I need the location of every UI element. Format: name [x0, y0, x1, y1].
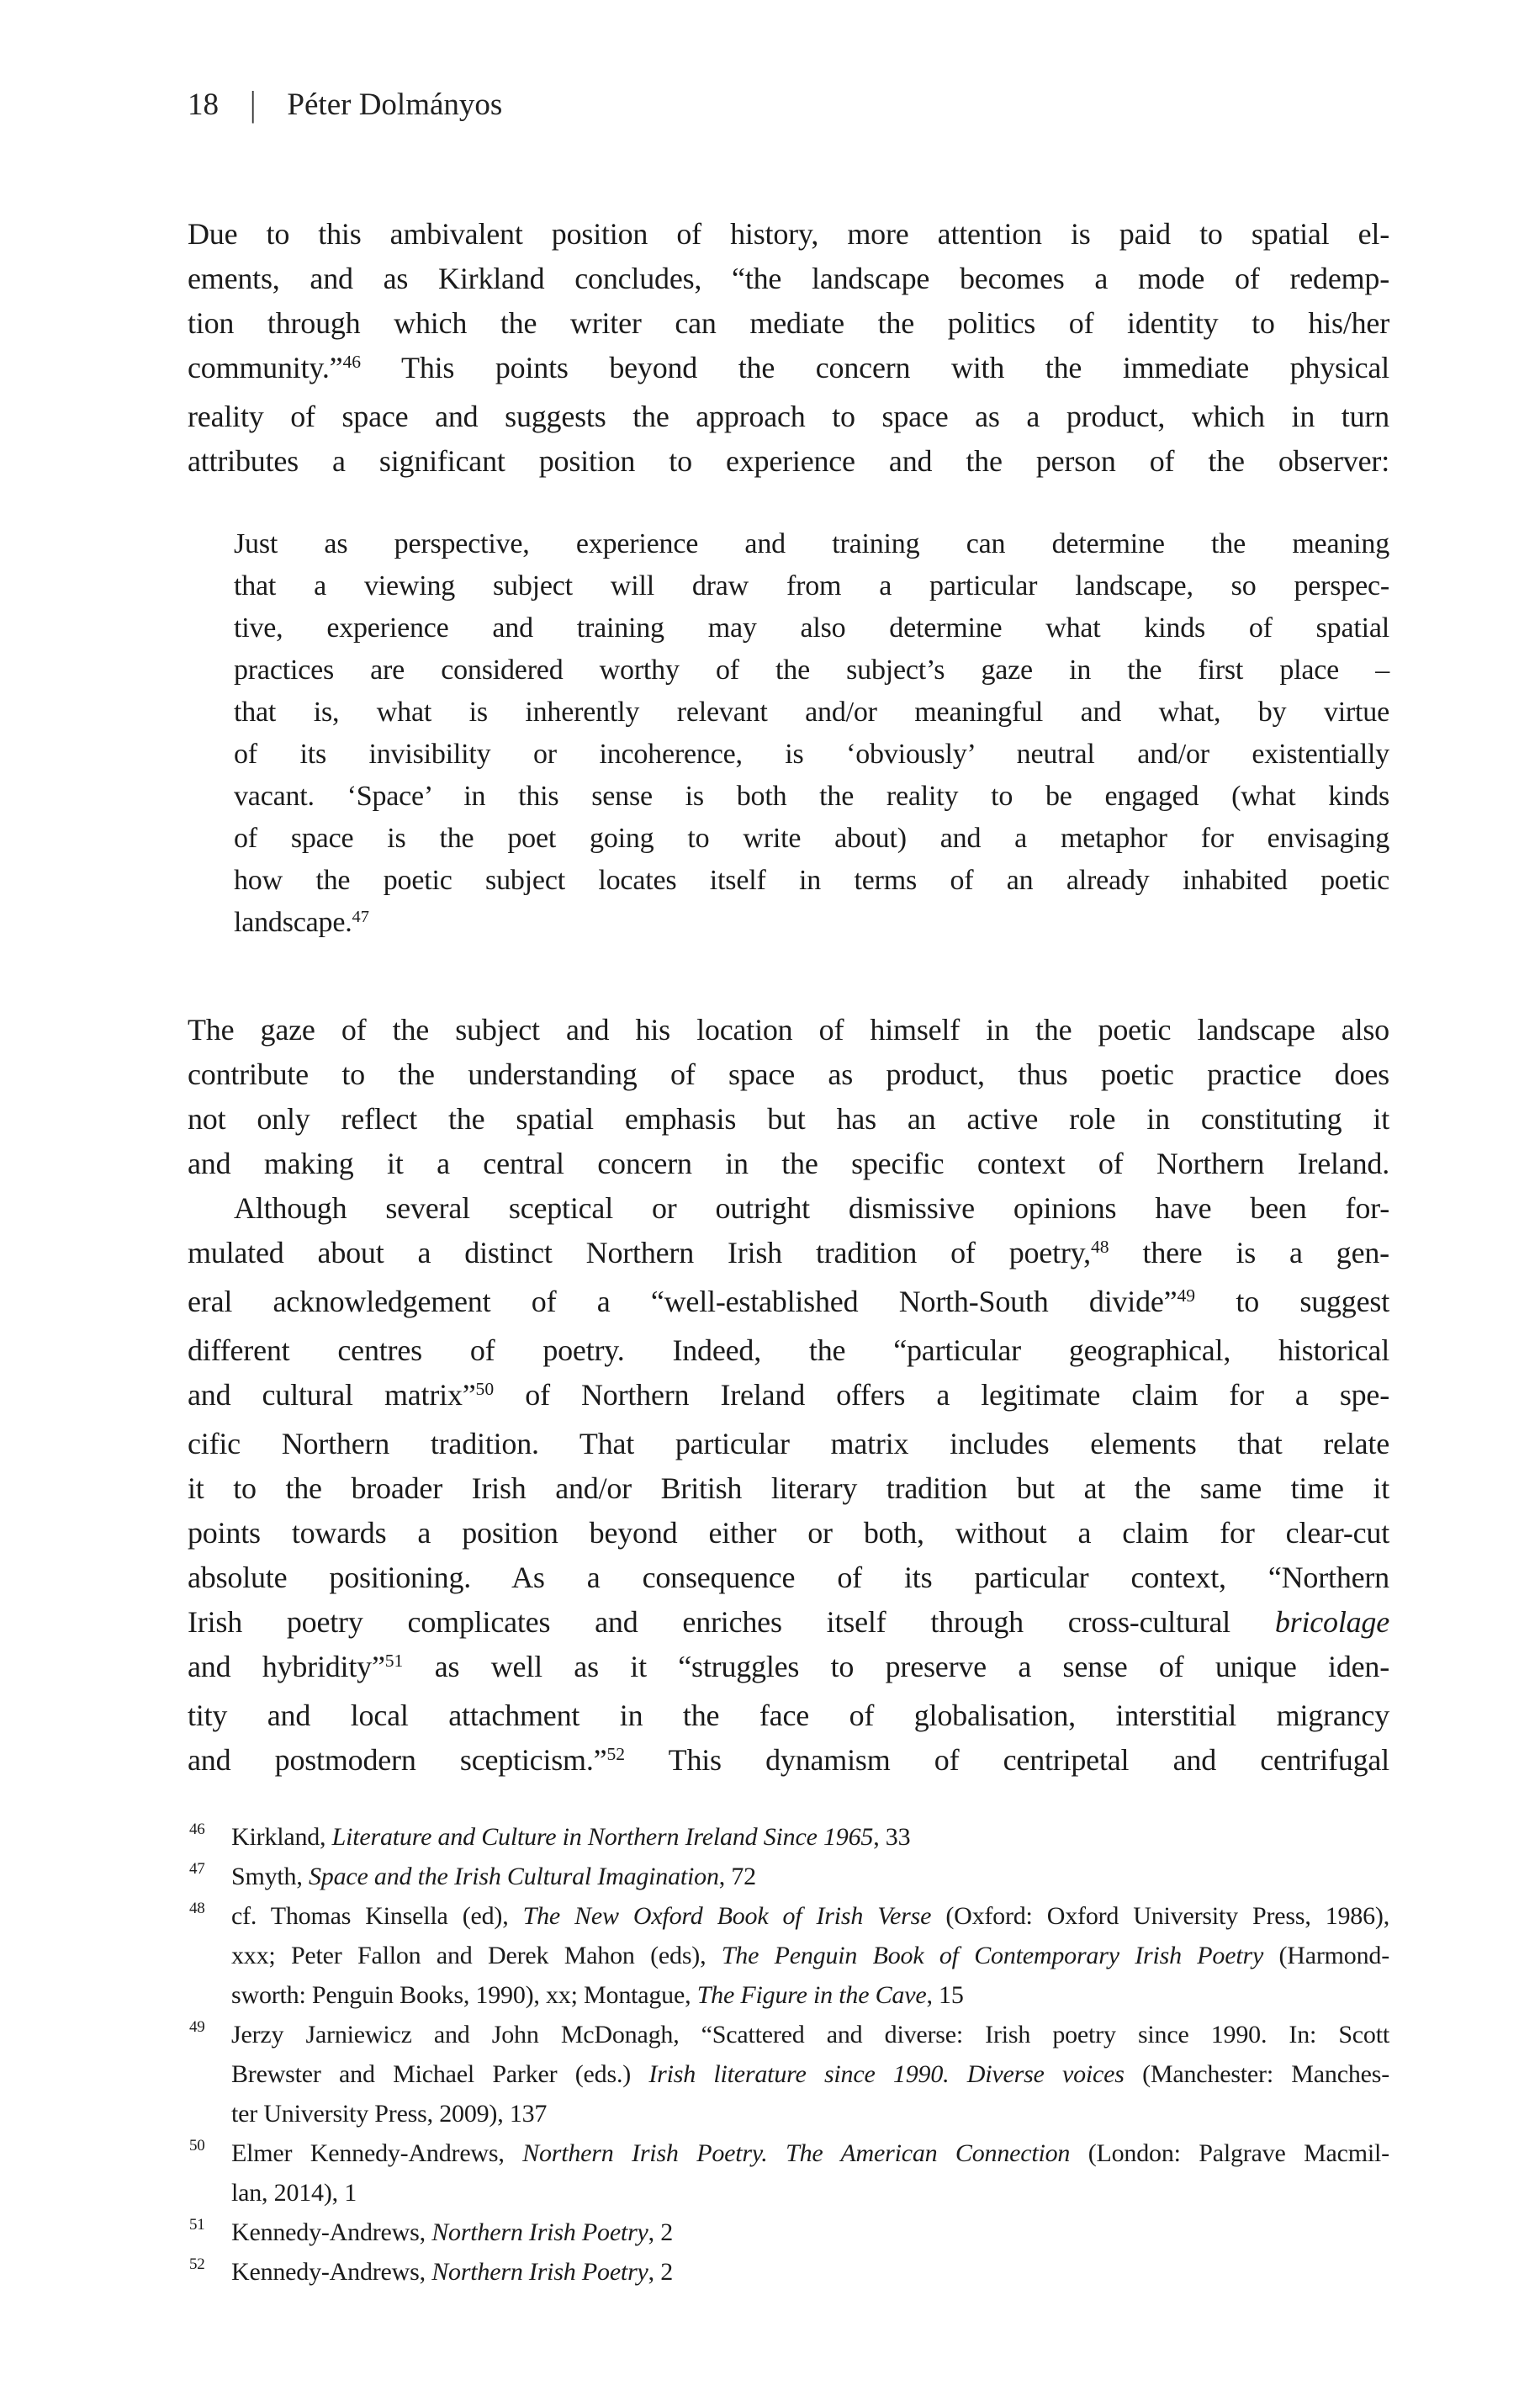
footnote: [188, 2252, 1389, 2292]
text-segment: it to the broader Irish and/or British literary tradition but at the same time it: [188, 1471, 1389, 1505]
text-line: [188, 1738, 1389, 1787]
text-line: [188, 257, 1389, 301]
text-segment: Irish poetry complicates and enriches itself through cross-cultural: [188, 1605, 1275, 1639]
text-segment: , 72: [718, 1863, 756, 1890]
text-segment: xxx; Peter Fallon and Derek Mahon (eds),: [231, 1942, 722, 1969]
text-segment: Kirkland,: [231, 1823, 332, 1851]
text-line: [231, 1896, 1389, 1936]
text-segment: Although several sceptical or outright dismissive opinions have been for-: [234, 1191, 1389, 1225]
text-line: [188, 1373, 1389, 1422]
text-segment: eral acknowledgement of a “well-established North-South divide”: [188, 1285, 1177, 1318]
text-segment: of its invisibility or incoherence, is ‘obviously’ neutral and/or existentially: [234, 739, 1389, 770]
paragraph-gaze: [188, 1008, 1389, 1186]
footnotes-section: [188, 1817, 1389, 2292]
text-line: [188, 1511, 1389, 1556]
text-line: [188, 212, 1389, 257]
text-line: [188, 1142, 1389, 1186]
text-segment: Jerzy Jarniewicz and John McDonagh, “Scattered and diverse: Irish poetry since 1990. In: Scott: [231, 2021, 1389, 2048]
text-line: [188, 1186, 1389, 1231]
text-segment: Kennedy-Andrews,: [231, 2218, 432, 2246]
footnote-number: 52: [189, 2255, 205, 2273]
text-segment: not only reflect the spatial emphasis but has an active role in constituting it: [188, 1102, 1389, 1136]
text-segment: community.”: [188, 351, 343, 384]
text-segment: mulated about a distinct Northern Irish tradition of poetry,: [188, 1236, 1091, 1269]
text-line: [188, 1280, 1389, 1328]
footnote-ref: 50: [475, 1379, 495, 1400]
text-segment: sworth: Penguin Books, 1990), xx; Montague,: [231, 1981, 697, 2009]
italic-text: The Figure in the Cave: [696, 1981, 927, 2009]
footnote: [188, 2133, 1389, 2213]
footnote-ref: 52: [606, 1744, 626, 1765]
italic-text: Space and the Irish Cultural Imagination: [308, 1863, 719, 1890]
text-segment: ements, and as Kirkland concludes, “the landscape becomes a mode of redemp-: [188, 262, 1389, 295]
footnote: [188, 2015, 1389, 2133]
author-name: Péter Dolmányos: [287, 87, 503, 122]
body-paragraphs: [188, 212, 1389, 1787]
text-segment: and making it a central concern in the specific context of Northern Ireland.: [188, 1147, 1389, 1180]
paragraph-although: [188, 1186, 1389, 1787]
text-line: [234, 734, 1389, 776]
text-segment: cf. Thomas Kinsella (ed),: [231, 1902, 523, 1930]
text-segment: This dynamism of centripetal and centrifugal: [625, 1743, 1389, 1777]
text-line: [234, 818, 1389, 860]
italic-text: Literature and Culture in Northern Ireland Since 1965: [331, 1823, 874, 1851]
text-segment: contribute to the understanding of space as product, thus poetic practice does: [188, 1057, 1389, 1091]
text-line: [188, 1008, 1389, 1052]
text-segment: , 2: [648, 2258, 674, 2286]
footnote-ref: 47: [352, 907, 369, 926]
footnote-number: 51: [189, 2216, 205, 2234]
text-line: [188, 1693, 1389, 1738]
text-line: [231, 1975, 1389, 2015]
footnote: [188, 1896, 1389, 2015]
text-line: [234, 860, 1389, 902]
italic-text: The New Oxford Book of Irish Verse: [522, 1902, 932, 1930]
page-content: [188, 212, 1389, 2292]
italic-text: Northern Irish Poetry: [431, 2258, 648, 2286]
text-segment: lan, 2014), 1: [231, 2179, 357, 2207]
text-segment: practices are considered worthy of the subject’s gaze in the first place –: [234, 655, 1389, 686]
text-segment: different centres of poetry. Indeed, the “particular geographical, historical: [188, 1333, 1389, 1367]
footnote-number: 46: [189, 1821, 205, 1838]
text-segment: (Harmond-: [1263, 1942, 1389, 1969]
footnote: [188, 1857, 1389, 1896]
footnote: [188, 1817, 1389, 1857]
text-segment: The gaze of the subject and his location of himself in the poetic landscape also: [188, 1013, 1389, 1047]
italic-text: The Penguin Book of Contemporary Irish Poetry: [721, 1942, 1264, 1969]
text-line: [188, 439, 1389, 484]
text-line: [231, 2213, 1389, 2252]
text-segment: Elmer Kennedy-Andrews,: [231, 2139, 523, 2167]
text-segment: , 33: [873, 1823, 911, 1851]
text-line: [231, 1817, 1389, 1857]
text-line: [234, 565, 1389, 607]
text-segment: reality of space and suggests the approach to space as a product, which in turn: [188, 400, 1389, 433]
text-line: [231, 1857, 1389, 1896]
text-line: [188, 1556, 1389, 1600]
text-segment: that a viewing subject will draw from a particular landscape, so perspec-: [234, 570, 1389, 602]
block-quote: [234, 523, 1389, 947]
text-segment: (London: Palgrave Macmil-: [1070, 2139, 1389, 2167]
text-segment: Due to this ambivalent position of history, more attention is paid to spatial el-: [188, 217, 1389, 251]
italic-text: Irish literature since 1990. Diverse voices: [648, 2060, 1125, 2088]
footnote: [188, 2213, 1389, 2252]
running-header: [188, 84, 503, 125]
text-line: [231, 2173, 1389, 2213]
footnote-ref: 49: [1177, 1285, 1196, 1306]
text-segment: This points beyond the concern with the immediate physical: [361, 351, 1389, 384]
header-separator: |: [250, 84, 257, 125]
text-line: [231, 2015, 1389, 2054]
text-segment: as well as it “struggles to preserve a sense of unique iden-: [403, 1650, 1390, 1683]
text-segment: that is, what is inherently relevant and/or meaningful and what, by virtue: [234, 697, 1389, 728]
text-segment: and hybridity”: [188, 1650, 385, 1683]
text-segment: landscape.: [234, 907, 352, 938]
italic-text: Northern Irish Poetry: [431, 2218, 648, 2246]
opening-paragraph: [188, 212, 1389, 484]
text-line: [234, 902, 1389, 947]
text-segment: attributes a significant position to experience and the person of the observer:: [188, 444, 1389, 478]
text-segment: , 15: [926, 1981, 964, 2009]
text-segment: to suggest: [1195, 1285, 1389, 1318]
text-segment: of Northern Ireland offers a legitimate claim for a spe-: [494, 1378, 1389, 1412]
text-line: [188, 346, 1389, 395]
text-line: [234, 776, 1389, 818]
text-line: [231, 2054, 1389, 2094]
footnote-number: 50: [189, 2137, 205, 2154]
text-line: [234, 692, 1389, 734]
text-segment: (Manchester: Manches-: [1124, 2060, 1389, 2088]
text-line: [188, 1422, 1389, 1466]
text-segment: and postmodern scepticism.”: [188, 1743, 607, 1777]
text-segment: cific Northern tradition. That particular matrix includes elements that relate: [188, 1427, 1389, 1460]
text-line: [188, 301, 1389, 346]
italic-text: bricolage: [1274, 1605, 1389, 1639]
text-line: [188, 1466, 1389, 1511]
text-segment: Smyth,: [231, 1863, 309, 1890]
text-segment: of space is the poet going to write about) and a metaphor for envisaging: [234, 823, 1389, 854]
text-line: [188, 1052, 1389, 1097]
text-line: [234, 607, 1389, 649]
footnote-ref: 51: [384, 1651, 404, 1672]
text-segment: , 2: [648, 2218, 674, 2246]
footnote-ref: 46: [342, 352, 362, 373]
text-line: [234, 523, 1389, 565]
text-segment: there is a gen-: [1109, 1236, 1389, 1269]
text-segment: vacant. ‘Space’ in this sense is both the reality to be engaged (what kinds: [234, 781, 1389, 812]
text-line: [188, 1231, 1389, 1280]
page-number: 18: [188, 87, 219, 122]
text-segment: tity and local attachment in the face of globalisation, interstitial migrancy: [188, 1699, 1389, 1732]
footnote-ref: 48: [1090, 1237, 1109, 1258]
text-segment: Just as perspective, experience and training can determine the meaning: [234, 528, 1389, 559]
text-line: [231, 1936, 1389, 1975]
footnote-number: 47: [189, 1860, 205, 1878]
text-line: [188, 1097, 1389, 1142]
text-line: [188, 395, 1389, 439]
text-segment: tion through which the writer can mediate the politics of identity to his/her: [188, 306, 1389, 340]
text-segment: Brewster and Michael Parker (eds.): [231, 2060, 649, 2088]
text-line: [188, 1600, 1389, 1645]
text-line: [234, 649, 1389, 692]
footnote-number: 48: [189, 1900, 205, 1917]
italic-text: Northern Irish Poetry. The American Connection: [522, 2139, 1071, 2167]
text-segment: absolute positioning. As a consequence of its particular context, “Northern: [188, 1561, 1389, 1594]
text-line: [188, 1328, 1389, 1373]
text-segment: tive, experience and training may also determine what kinds of spatial: [234, 612, 1389, 644]
text-line: [188, 1645, 1389, 1693]
text-segment: and cultural matrix”: [188, 1378, 476, 1412]
text-line: [231, 2094, 1389, 2133]
text-line: [231, 2133, 1389, 2173]
text-segment: points towards a position beyond either or both, without a claim for clear-cut: [188, 1516, 1389, 1550]
text-segment: (Oxford: Oxford University Press, 1986),: [931, 1902, 1389, 1930]
text-segment: ter University Press, 2009), 137: [231, 2100, 548, 2128]
text-segment: how the poetic subject locates itself in terms of an already inhabited poetic: [234, 865, 1389, 896]
footnote-number: 49: [189, 2018, 205, 2036]
text-segment: Kennedy-Andrews,: [231, 2258, 432, 2286]
text-line: [231, 2252, 1389, 2292]
